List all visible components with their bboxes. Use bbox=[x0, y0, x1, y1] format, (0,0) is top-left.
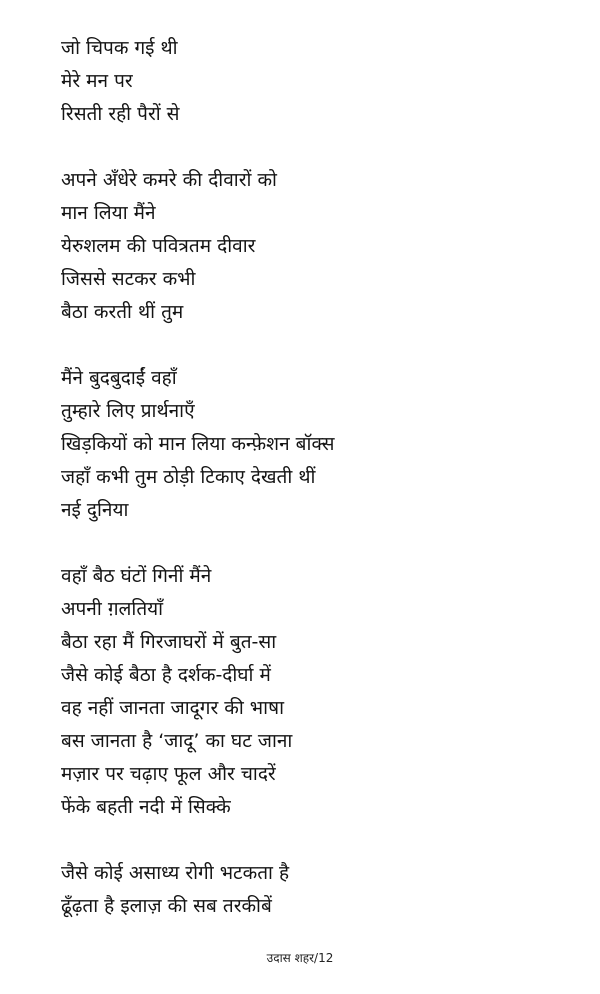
stanza bbox=[61, 362, 581, 527]
poem-line: खिड़कियों को मान लिया कन्फ़ेशन बॉक्स bbox=[61, 433, 335, 455]
poem-line: जहाँ कभी तुम ठोड़ी टिकाए देखती थीं bbox=[61, 466, 316, 488]
poem-line: येरुशलम की पवित्रतम दीवार bbox=[61, 235, 256, 257]
poem-line: जैसे कोई बैठा है दर्शक-दीर्घा में bbox=[61, 664, 271, 686]
poem-line: फेंके बहती नदी में सिक्के bbox=[61, 796, 231, 818]
poem-line: तुम्हारे लिए प्रार्थनाएँ bbox=[61, 400, 195, 422]
poem-line: अपनी ग़लतियाँ bbox=[61, 598, 164, 620]
poem-line: अपने अँधेरे कमरे की दीवारों को bbox=[61, 169, 277, 191]
poem-line: ढूँढ़ता है इलाज़ की सब तरकीबें bbox=[61, 895, 272, 917]
poem-line: बैठा रहा मैं गिरजाघरों में बुत-सा bbox=[61, 631, 277, 653]
poem-line: बैठा करती थीं तुम bbox=[61, 301, 184, 323]
page-footer: उदास शहर/12 bbox=[266, 951, 334, 965]
stanza bbox=[61, 32, 581, 131]
poem-line: मेरे मन पर bbox=[61, 70, 133, 92]
stanza bbox=[61, 164, 581, 329]
poem-line: बस जानता है ‘जादू’ का घट जाना bbox=[61, 730, 293, 752]
poem-line: मान लिया मैंने bbox=[61, 202, 156, 224]
poem-line: जैसे कोई असाध्य रोगी भटकता है bbox=[61, 862, 290, 884]
poem-line: जिससे सटकर कभी bbox=[61, 268, 196, 290]
poem-line: रिसती रही पैरों से bbox=[61, 103, 180, 125]
poem-line: नई दुनिया bbox=[61, 499, 129, 521]
poem-line: मज़ार पर चढ़ाए फूल और चादरें bbox=[61, 763, 276, 785]
stanza bbox=[61, 560, 581, 824]
poem-text bbox=[61, 32, 581, 956]
stanza bbox=[61, 857, 581, 923]
poem-line: वह नहीं जानता जादूगर की भाषा bbox=[61, 697, 284, 719]
poem-line: जो चिपक गई थी bbox=[61, 37, 178, 59]
poem-line: मैंने बुदबुदाईं वहाँ bbox=[61, 367, 177, 389]
poem-line: वहाँ बैठ घंटों गिनीं मैंने bbox=[61, 565, 212, 587]
